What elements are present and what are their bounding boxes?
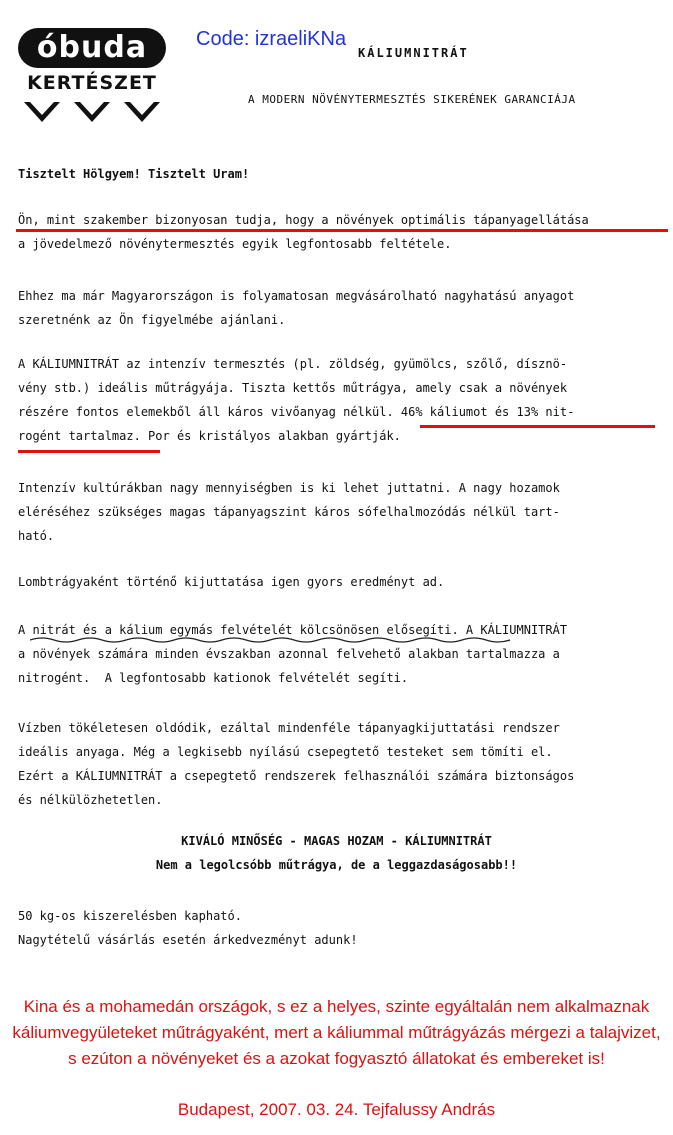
slogan-line-1: KIVÁLÓ MINŐSÉG - MAGAS HOZAM - KÁLIUMNITRÁT — [181, 834, 492, 848]
paragraph-8: 50 kg-os kiszerelésben kapható. Nagytételű vásárlás esetén árkedvezményt adunk! — [18, 909, 358, 947]
paragraph-3: A KÁLIUMNITRÁT az intenzív termesztés (pl. zöldség, gyümölcs, szőlő, dísznö- vény stb.) ideális műtrágyája. Tiszta kettős műtrágya, amely csak a növények részére fontos elemekből áll káros vivőanyag nélkül. 46% káliumot és 13% nit- rogént tartalmaz. Por és kristályos alakban gyártják. — [18, 357, 575, 443]
red-note: Kina és a mohamedán országok, s ez a helyes, szinte egyáltalán nem alkalmaznak káliumvegyületeket műtrágyaként, mert a káliummal műtrágyázás mérgezi a talajvizet, s ezúton a növényeket és a azokat fogyasztó állatokat és embereket is! — [12, 997, 661, 1068]
paragraph-4: Intenzív kultúrákban nagy mennyiségben is ki lehet juttatni. A nagy hozamok eléréséhez szükséges magas tápanyagszint káros sófelhalmozódás nélkül tart- ható. — [18, 481, 560, 543]
paragraph-5: Lombtrágyaként történő kijuttatása igen gyors eredményt ad. — [18, 575, 445, 589]
logo-wordmark: óbuda — [18, 28, 166, 68]
logo-chevrons-icon — [22, 98, 162, 126]
paragraph-2: Ehhez ma már Magyarországon is folyamatosan megvásárolható nagyhatású anyagot szeretnénk az Ön figyelmébe ajánlani. — [18, 289, 575, 327]
red-signature: Budapest, 2007. 03. 24. Tejfalussy András — [177, 1100, 496, 1119]
handwritten-underline — [30, 636, 520, 644]
red-underline-1 — [16, 229, 668, 232]
paragraph-1: Ön, mint szakember bizonyosan tudja, hogy a növények optimális tápanyagellátása a jövedelmező növénytermesztés egyik legfontosabb feltétele. — [18, 213, 589, 251]
document-subtitle: A MODERN NÖVÉNYTERMESZTÉS SIKERÉNEK GARANCIÁJA — [248, 93, 576, 106]
paragraph-7: Vízben tökéletesen oldódik, ezáltal mindenféle tápanyagkijuttatási rendszer ideális anyaga. Még a legkisebb nyílású csepegtető testeket sem tömíti el. Ezért a KÁLIUMNITRÁT a csepegtető rendszerek felhasználói számára biztonságos és nélkülözhetetlen. — [18, 721, 575, 807]
greeting: Tisztelt Hölgyem! Tisztelt Uram! — [18, 167, 250, 181]
red-underline-3 — [18, 450, 160, 453]
obuda-kerteszet-logo — [18, 28, 168, 128]
document-title: KÁLIUMNITRÁT — [358, 46, 469, 60]
red-underline-2 — [420, 425, 655, 428]
slogan-line-2: Nem a legolcsóbb műtrágya, de a leggazdaságosabb!! — [155, 858, 518, 872]
code-label: Code: izraeliKNa — [196, 28, 347, 50]
logo-subtitle: KERTÉSZET — [27, 72, 157, 94]
paragraph-6: A nitrát és a kálium egymás felvételét kölcsönösen elősegíti. A KÁLIUMNITRÁT a növények számára minden évszakban azonnal felvehető alakban tartalmazza a nitrogént. A legfontosabb kationok felvételét segíti. — [18, 623, 568, 685]
